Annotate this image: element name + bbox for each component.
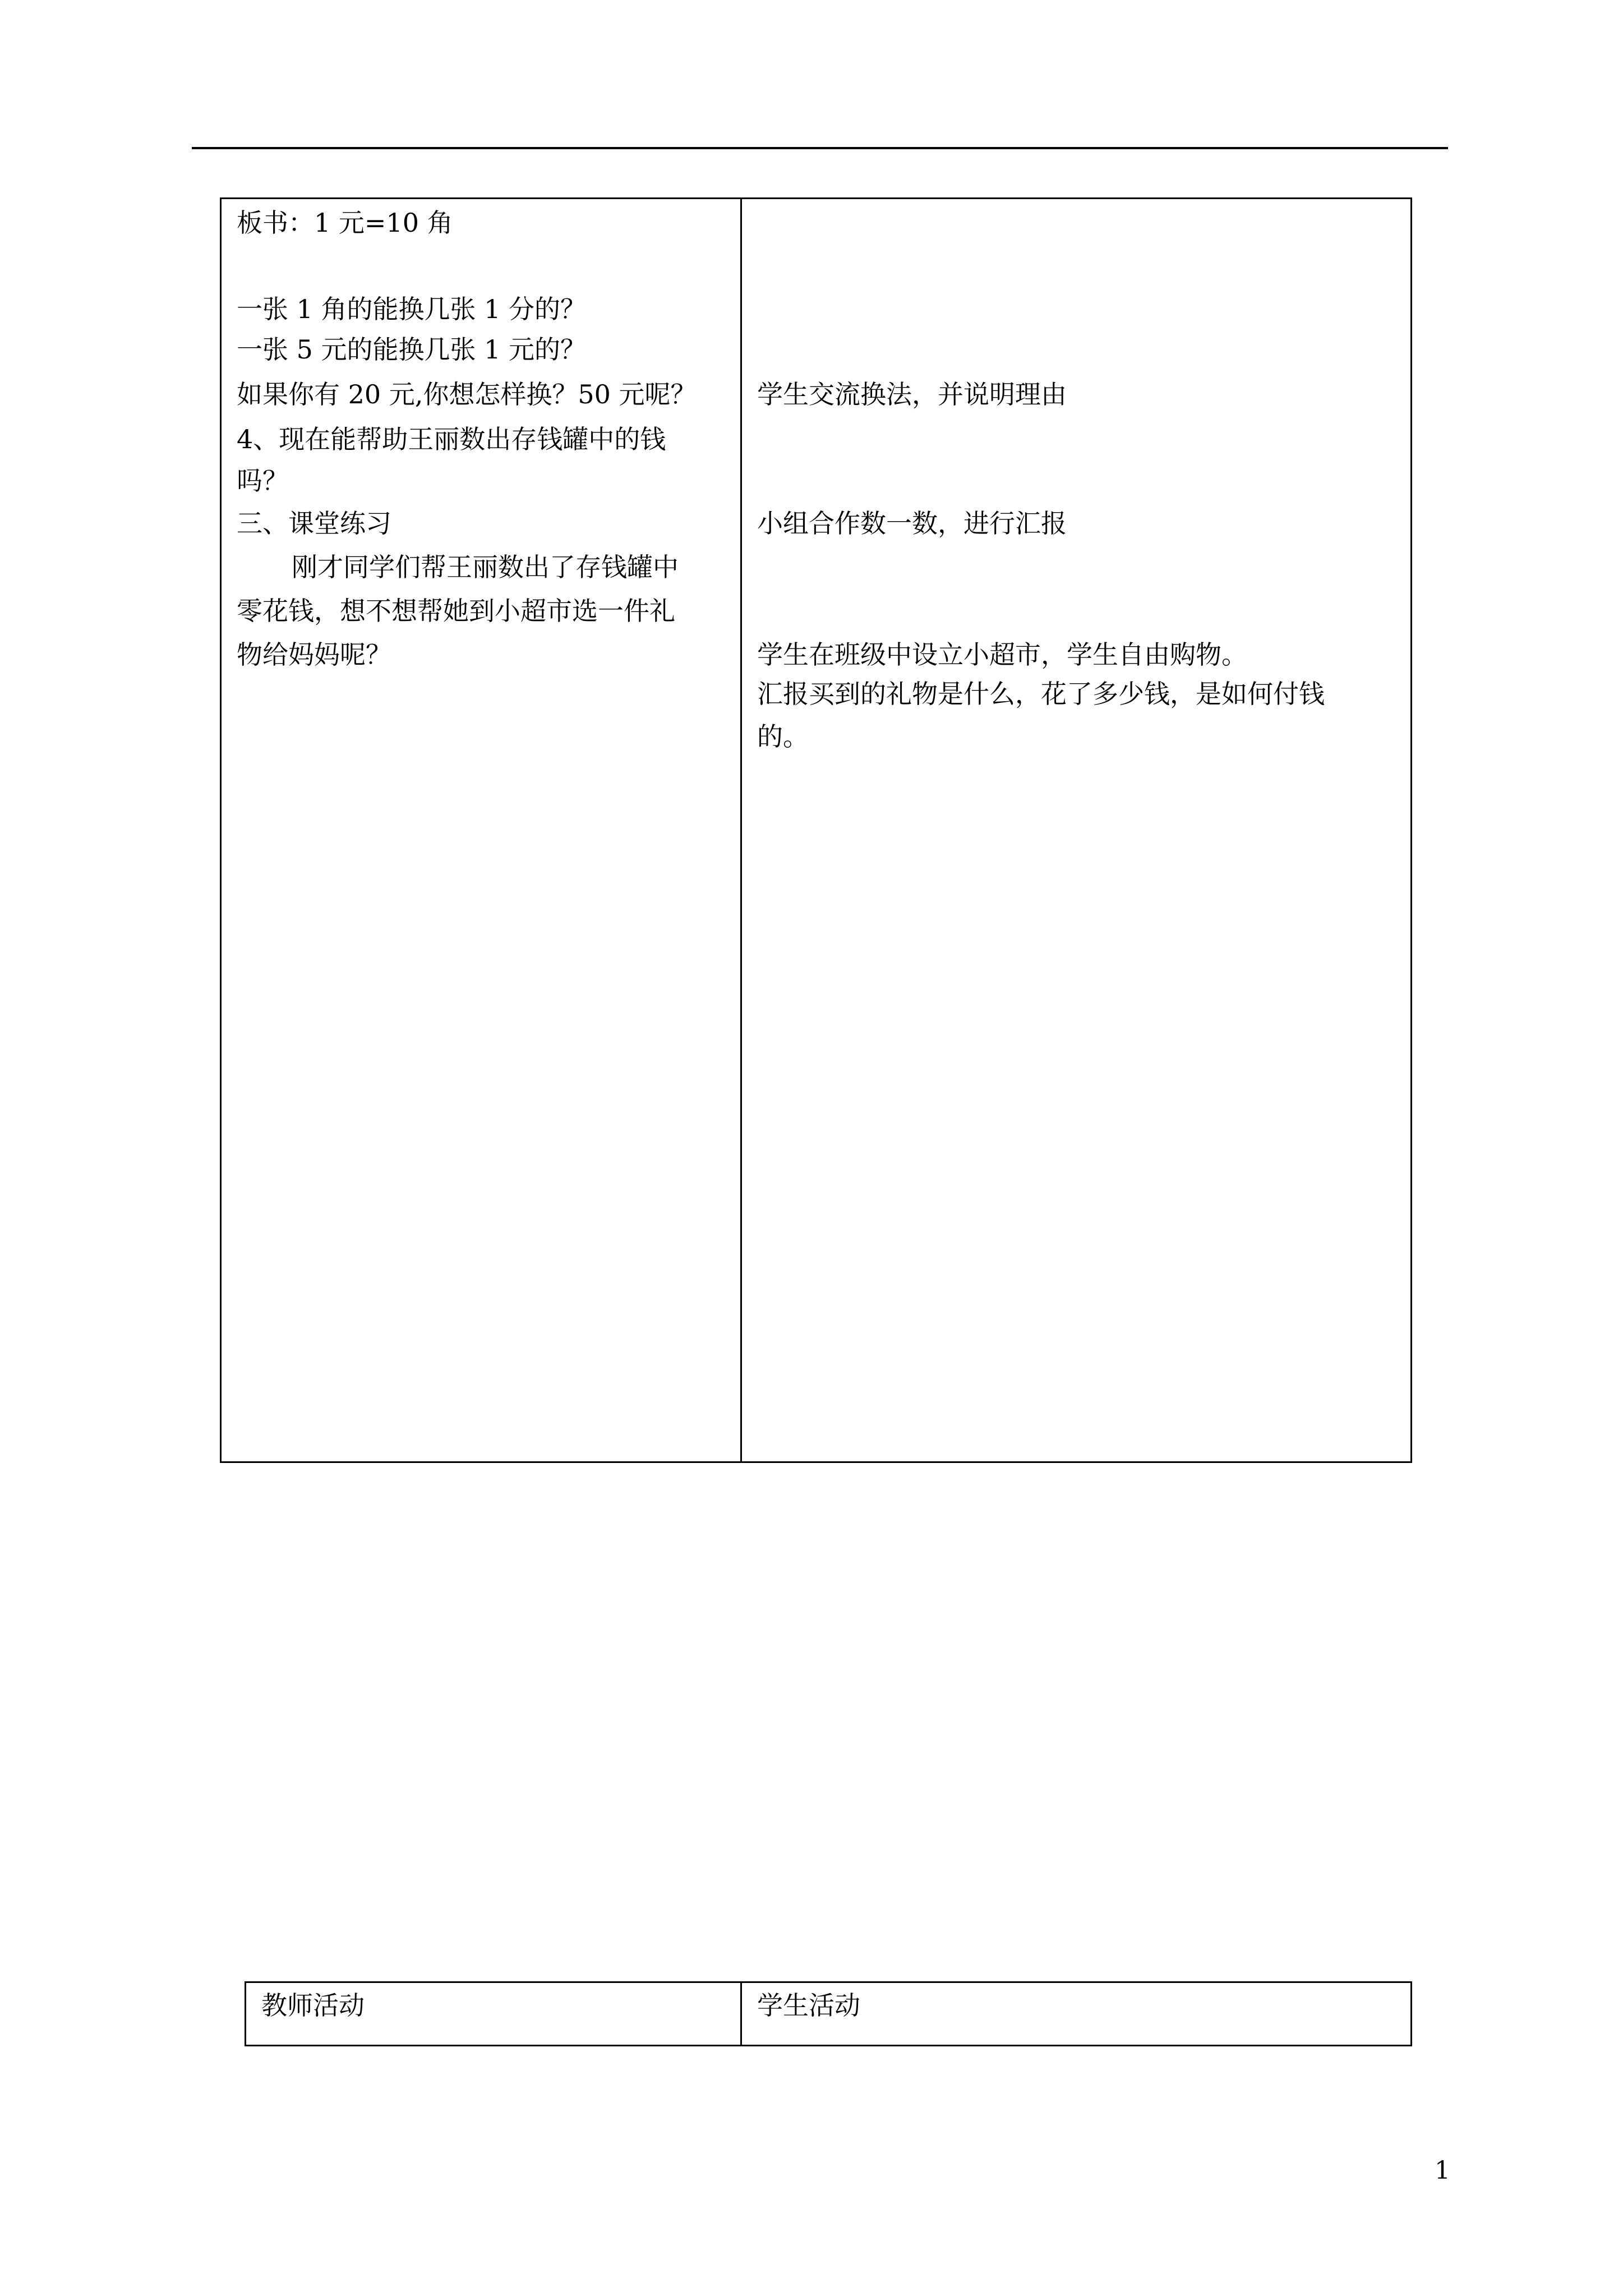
teacher-activity-header: 教师活动 xyxy=(261,1990,365,2021)
student-activity-header: 学生活动 xyxy=(757,1990,860,2021)
teacher-line-5: 4、现在能帮助王丽数出存钱罐中的钱 xyxy=(237,424,666,454)
page-number: 1 xyxy=(1435,2156,1450,2185)
student-line-2: 小组合作数一数，进行汇报 xyxy=(757,508,1067,539)
header-column-divider xyxy=(740,1981,742,2046)
teacher-line-6: 吗？ xyxy=(237,466,288,496)
teacher-line-8: 刚才同学们帮王丽数出了存钱罐中 xyxy=(292,552,679,582)
teacher-line-3: 一张 5 元的能换几张 1 元的？ xyxy=(237,334,587,365)
teacher-line-2: 一张 1 角的能换几张 1 分的？ xyxy=(237,294,587,324)
teacher-line-1: 板书：1 元=10 角 xyxy=(237,208,453,238)
student-line-1: 学生交流换法，并说明理由 xyxy=(757,379,1067,409)
teacher-line-10: 物给妈妈呢？ xyxy=(237,639,391,670)
column-divider xyxy=(740,197,742,1463)
teacher-line-4: 如果你有 20 元,你想怎样换？50 元呢？ xyxy=(237,379,697,409)
teacher-line-7: 三、课堂练习 xyxy=(237,508,391,539)
student-line-4: 汇报买到的礼物是什么，花了多少钱，是如何付钱 xyxy=(757,679,1325,709)
teacher-line-9: 零花钱，想不想帮她到小超市选一件礼 xyxy=(237,596,675,626)
student-line-5: 的。 xyxy=(757,721,809,752)
header-rule xyxy=(192,147,1448,149)
student-line-3: 学生在班级中设立小超市，学生自由购物。 xyxy=(757,639,1247,670)
